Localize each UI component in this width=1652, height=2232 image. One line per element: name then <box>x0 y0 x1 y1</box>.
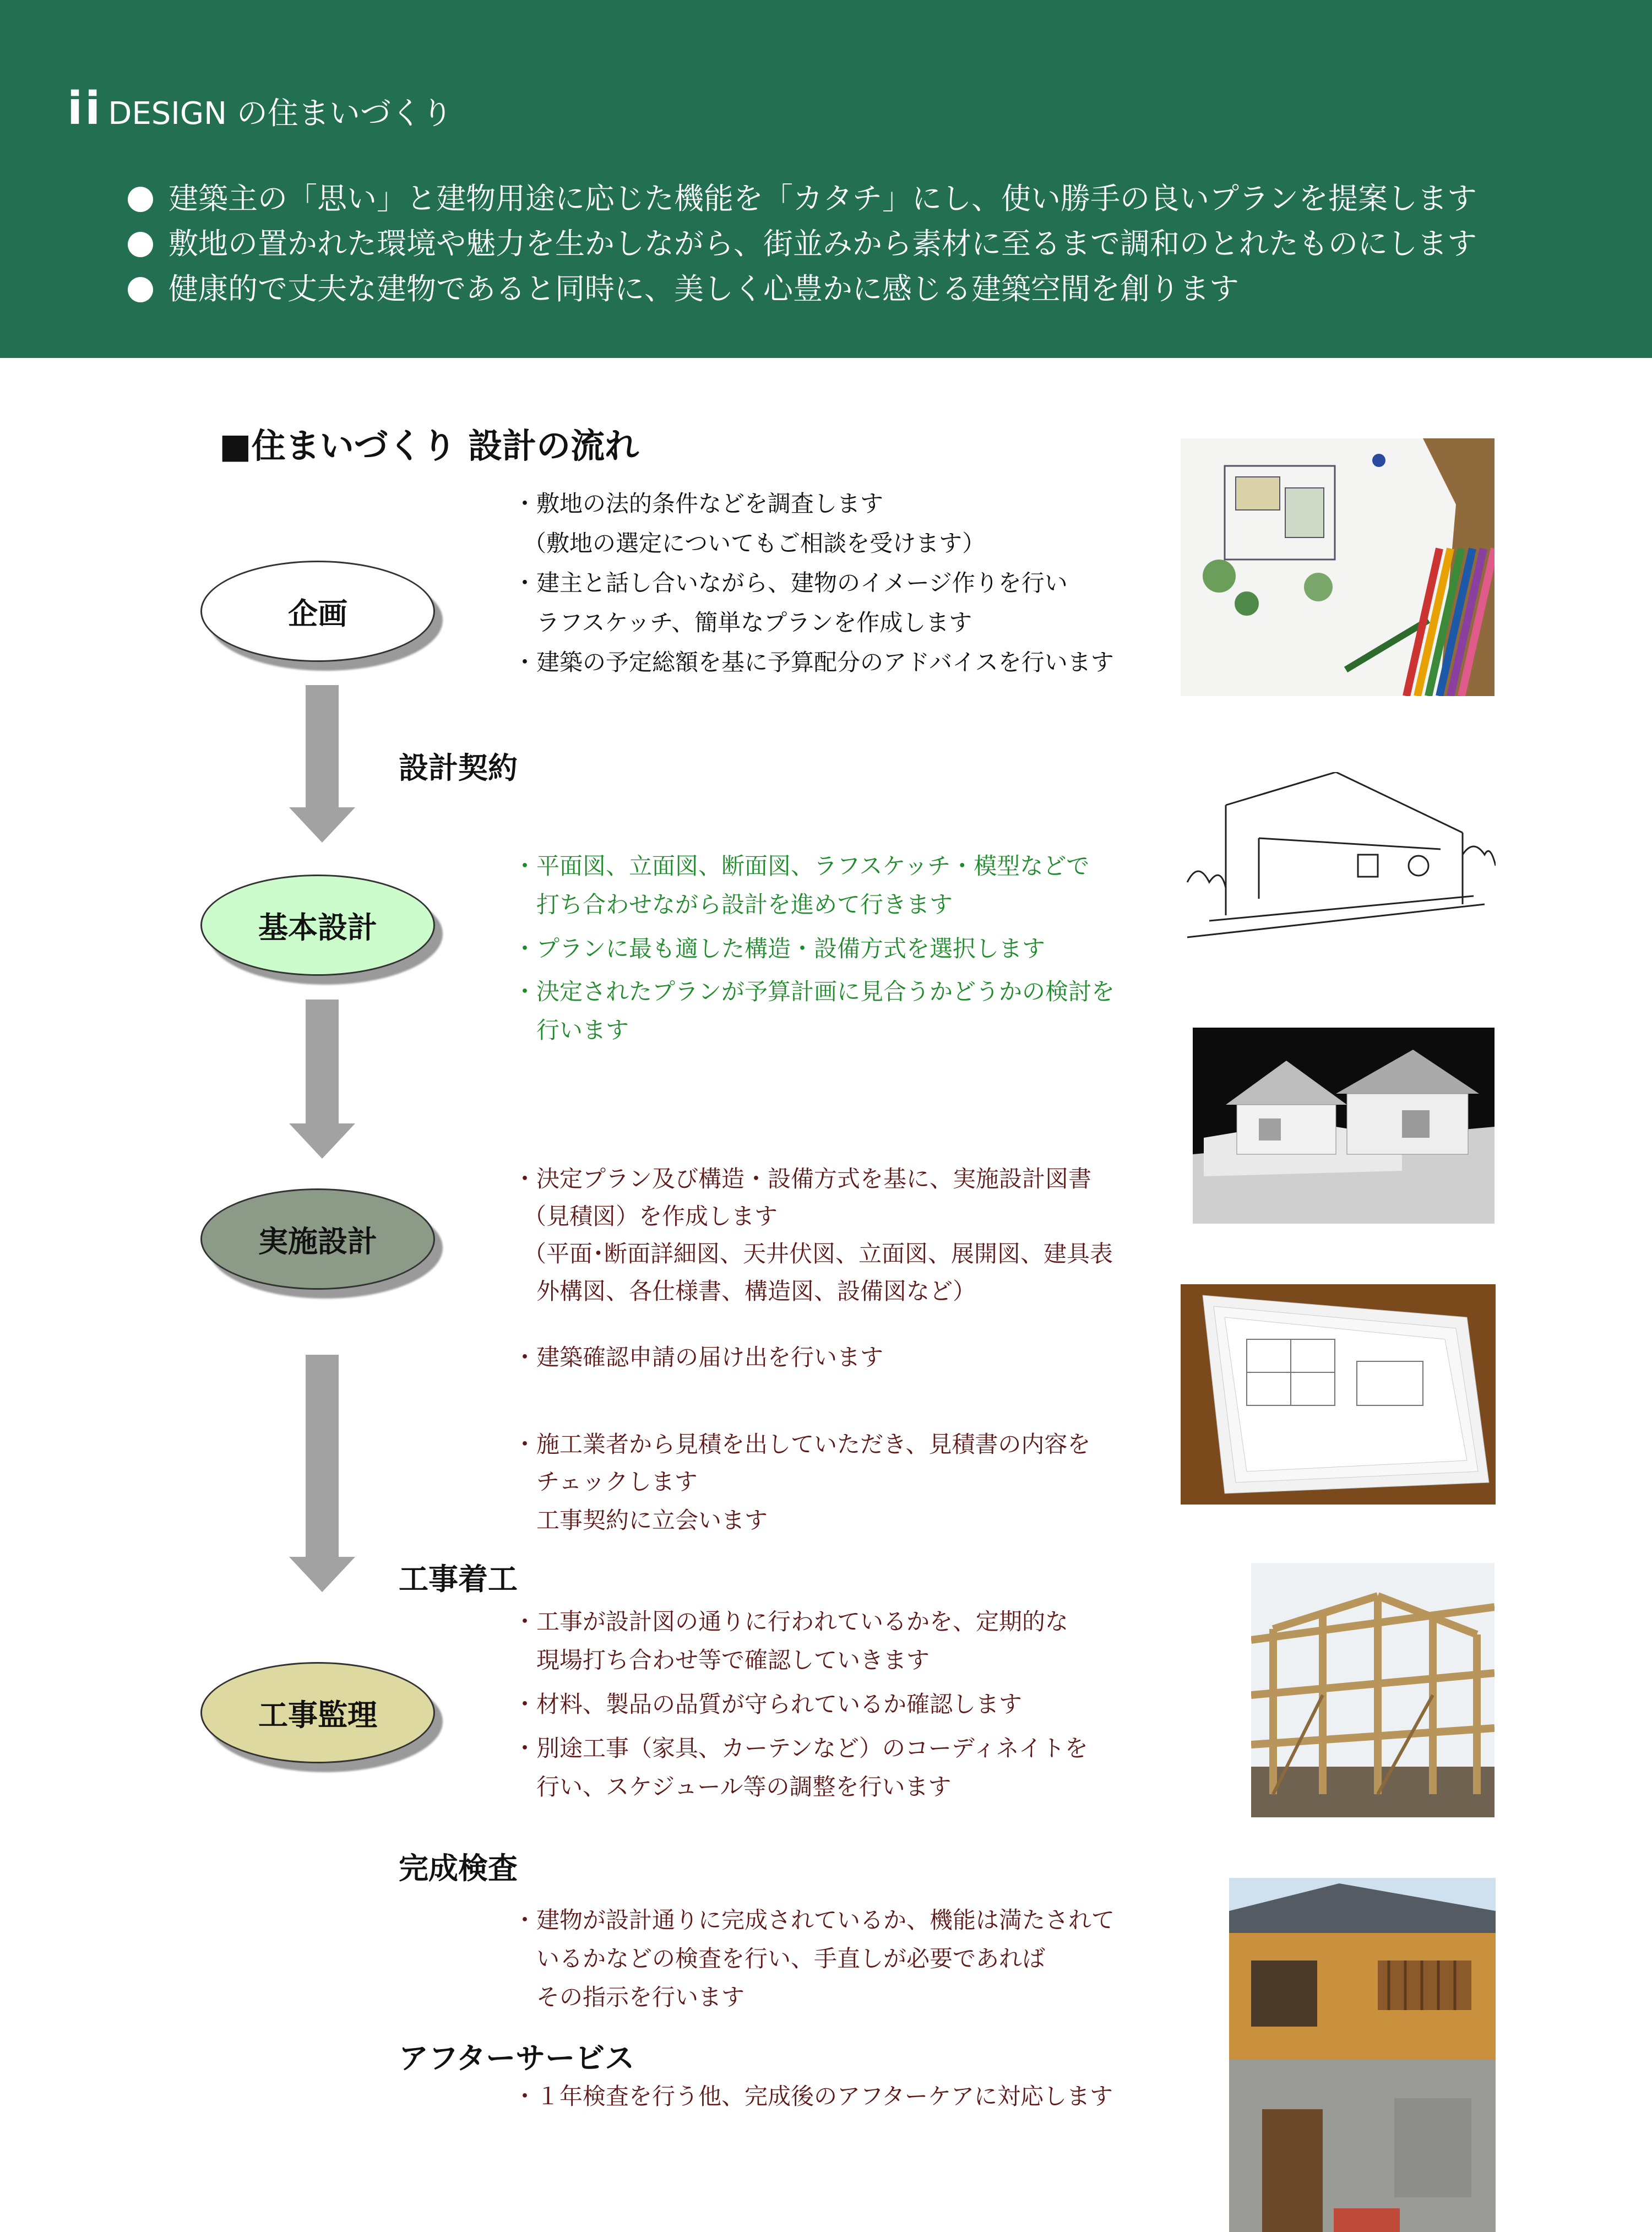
note-line: 外構図、各仕様書、構造図、設備図など） <box>536 1278 976 1305</box>
flow-arrow-down <box>289 1355 355 1592</box>
header-bullet: 健康的で丈夫な建物であると同時に、美しく心豊かに感じる建築空間を創ります <box>128 265 1239 308</box>
photo-architectural-model <box>1193 1028 1495 1224</box>
note-line: ・建主と話し合いながら、建物のイメージ作りを行い <box>513 569 1068 596</box>
note-line: ・建築確認申請の届け出を行います <box>513 1344 884 1371</box>
note-line: ・プランに最も適した構造・設備方式を選択します <box>513 935 1046 962</box>
bullet-dot-icon <box>128 277 153 302</box>
brand-title <box>67 83 453 135</box>
photo-drawing-sets <box>1181 1284 1496 1505</box>
note-line: 工事契約に立会います <box>536 1507 768 1534</box>
note-line: ・平面図、立面図、断面図、ラフスケッチ・模型などで <box>513 852 1090 879</box>
milestone-contract: 設計契約 <box>399 751 518 785</box>
note-line: その指示を行います <box>536 1984 745 2011</box>
note-line: 行います <box>536 1017 629 1044</box>
note-line: ・材料、製品の品質が守られているか確認します <box>513 1691 1023 1718</box>
brand-rest: DESIGN の住まいづくり <box>108 96 453 132</box>
photo-sketch-plan <box>1181 438 1495 696</box>
note-line: ・施工業者から見積を出していただき、見積書の内容を <box>513 1431 1091 1458</box>
header-bullet: 建築主の「思い」と建物用途に応じた機能を「カタチ」にし、使い勝手の良いプランを提案します <box>128 175 1477 218</box>
note-line: （平面･断面詳細図、天井伏図、立面図、展開図、建具表 <box>523 1240 1113 1267</box>
flow-arrow-down <box>289 1000 355 1158</box>
note-line: ・工事が設計図の通りに行われているかを、定期的な <box>513 1608 1069 1635</box>
note-line: ・敷地の法的条件などを調査します <box>513 490 884 517</box>
note-line: ラフスケッチ、簡単なプランを作成します <box>536 609 972 636</box>
flow-arrow-down <box>289 685 355 842</box>
stage-oval-basic-design: 基本設計 <box>200 875 435 976</box>
note-line: チェックします <box>536 1468 698 1495</box>
brand-ii: ii <box>67 83 103 135</box>
note-line: ・決定プラン及び構造・設備方式を基に、実施設計図書 <box>513 1165 1092 1192</box>
stage-oval-planning: 企画 <box>200 561 435 662</box>
header-bullet: 敷地の置かれた環境や魅力を生かしながら、街並みから素材に至るまで調和のとれたものにします <box>128 220 1477 263</box>
photo-perspective-sketch <box>1176 772 1496 948</box>
stage-oval-detailed-design: 実施設計 <box>200 1188 435 1290</box>
bullet-dot-icon <box>128 232 153 257</box>
note-line: 打ち合わせながら設計を進めて行きます <box>536 891 953 918</box>
note-line: ・建物が設計通りに完成されているか、機能は満たされて <box>513 1907 1115 1934</box>
milestone-completion-inspection: 完成検査 <box>399 1851 518 1886</box>
note-line: 行い、スケジュール等の調整を行います <box>536 1773 952 1800</box>
milestone-construction-start: 工事着工 <box>399 1562 518 1596</box>
milestone-after-service: アフターサービス <box>399 2041 635 2076</box>
note-line: ・決定されたプランが予算計画に見合うかどうかの検討を <box>513 978 1115 1005</box>
section-title: ■住まいづくり 設計の流れ <box>219 426 639 466</box>
stage-oval-supervision: 工事監理 <box>200 1662 435 1763</box>
photo-timber-frame <box>1251 1563 1495 1817</box>
note-line: （敷地の選定についてもご相談を受けます） <box>523 530 986 557</box>
note-line: いるかなどの検査を行い、手直しが必要であれば <box>536 1945 1046 1972</box>
bullet-dot-icon <box>128 187 153 212</box>
note-line: （見積図）を作成します <box>523 1203 778 1230</box>
note-line: 現場打ち合わせ等で確認していきます <box>536 1647 930 1674</box>
note-line: ・建築の予定総額を基に予算配分のアドバイスを行います <box>513 649 1114 676</box>
note-line: ・１年検査を行う他、完成後のアフターケアに対応します <box>513 2083 1113 2110</box>
photo-finished-house <box>1229 1878 1496 2232</box>
note-line: ・別途工事（家具、カーテンなど）のコーディネイトを <box>513 1735 1088 1762</box>
